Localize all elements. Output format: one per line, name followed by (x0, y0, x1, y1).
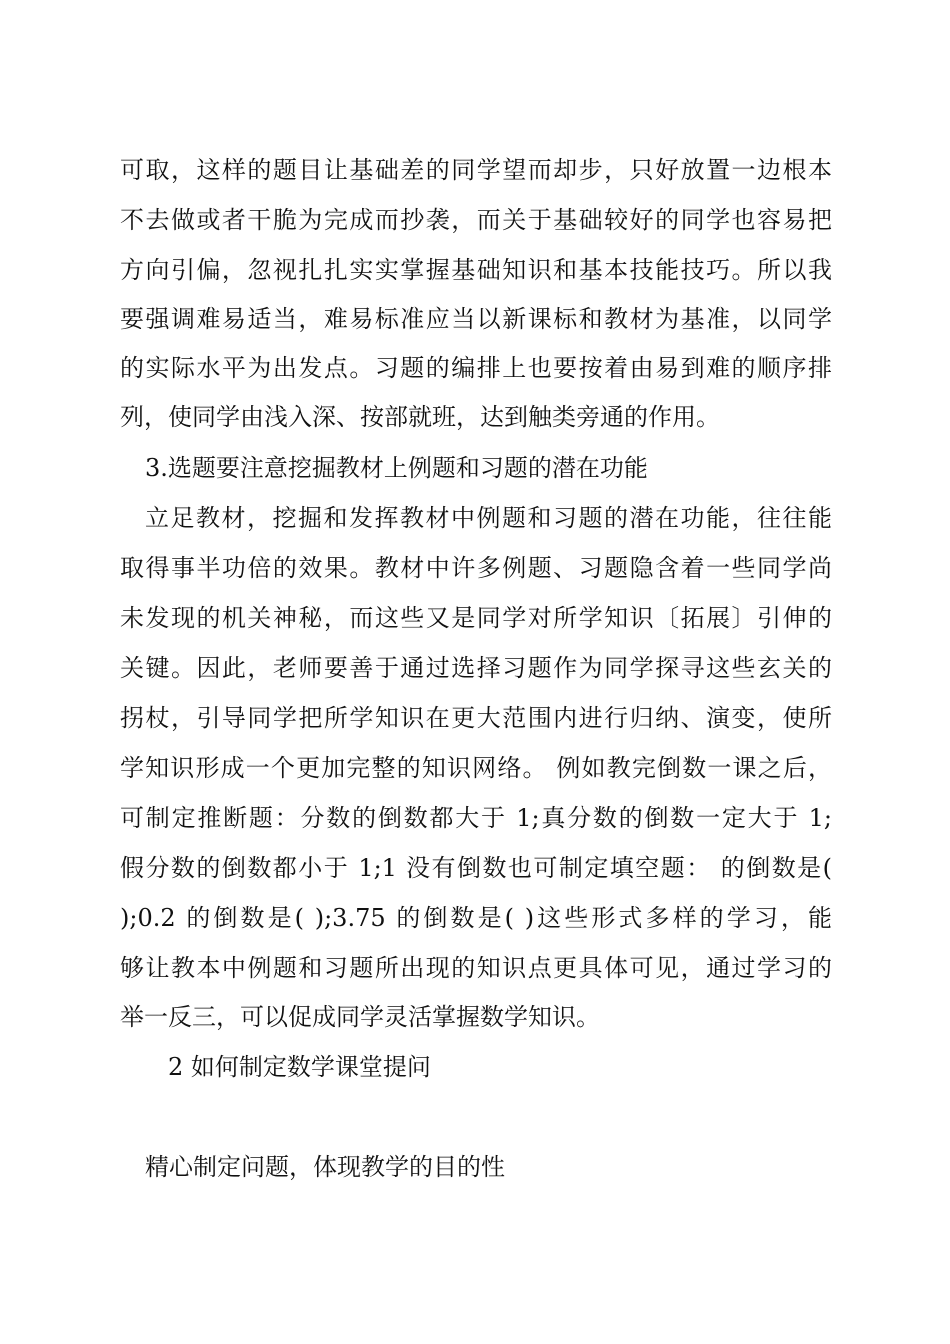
section-heading: 2 如何制定数学课堂提问 (168, 1053, 431, 1081)
paragraph-line: 学知识形成一个更加完整的知识网络。 例如教完倒数一课之后， (120, 754, 832, 782)
paragraph-line: 关键。因此，老师要善于通过选择习题作为同学探寻这些玄关的 (120, 654, 832, 682)
paragraph-line: );0.2 的倒数是( );3.75 的倒数是( )这些形式多样的学习，能 (120, 904, 832, 932)
paragraph-line: 不去做或者干脆为完成而抄袭，而关于基础较好的同学也容易把 (120, 206, 832, 234)
paragraph-line: 假分数的倒数都小于 1;1 没有倒数也可制定填空题： 的倒数是( (120, 854, 832, 882)
paragraph-line: 取得事半功倍的效果。教材中许多例题、习题隐含着一些同学尚 (120, 554, 832, 582)
paragraph-line: 立足教材，挖掘和发挥教材中例题和习题的潜在功能，往往能 (145, 504, 832, 532)
paragraph-line: 的实际水平为出发点。习题的编排上也要按着由易到难的顺序排 (120, 354, 832, 382)
paragraph-line: 举一反三，可以促成同学灵活掌握数学知识。 (120, 1003, 600, 1031)
paragraph-line: 可取，这样的题目让基础差的同学望而却步，只好放置一边根本 (120, 156, 832, 184)
paragraph-line: 拐杖，引导同学把所学知识在更大范围内进行归纳、演变，使所 (120, 704, 832, 732)
paragraph-line: 可制定推断题：分数的倒数都大于 1;真分数的倒数一定大于 1; (120, 804, 832, 832)
paragraph-line: 未发现的机关神秘，而这些又是同学对所学知识〔拓展〕引伸的 (120, 604, 832, 632)
paragraph-line: 列，使同学由浅入深、按部就班，达到触类旁通的作用。 (120, 403, 720, 431)
paragraph-line: 够让教本中例题和习题所出现的知识点更具体可见，通过学习的 (120, 954, 832, 982)
section-heading: 3.选题要注意挖掘教材上例题和习题的潜在功能 (145, 454, 648, 482)
section-heading: 精心制定问题，体现教学的目的性 (145, 1153, 505, 1181)
paragraph-line: 方向引偏，忽视扎扎实实掌握基础知识和基本技能技巧。所以我 (120, 256, 832, 284)
paragraph-line: 要强调难易适当，难易标准应当以新课标和教材为基准，以同学 (120, 305, 832, 333)
